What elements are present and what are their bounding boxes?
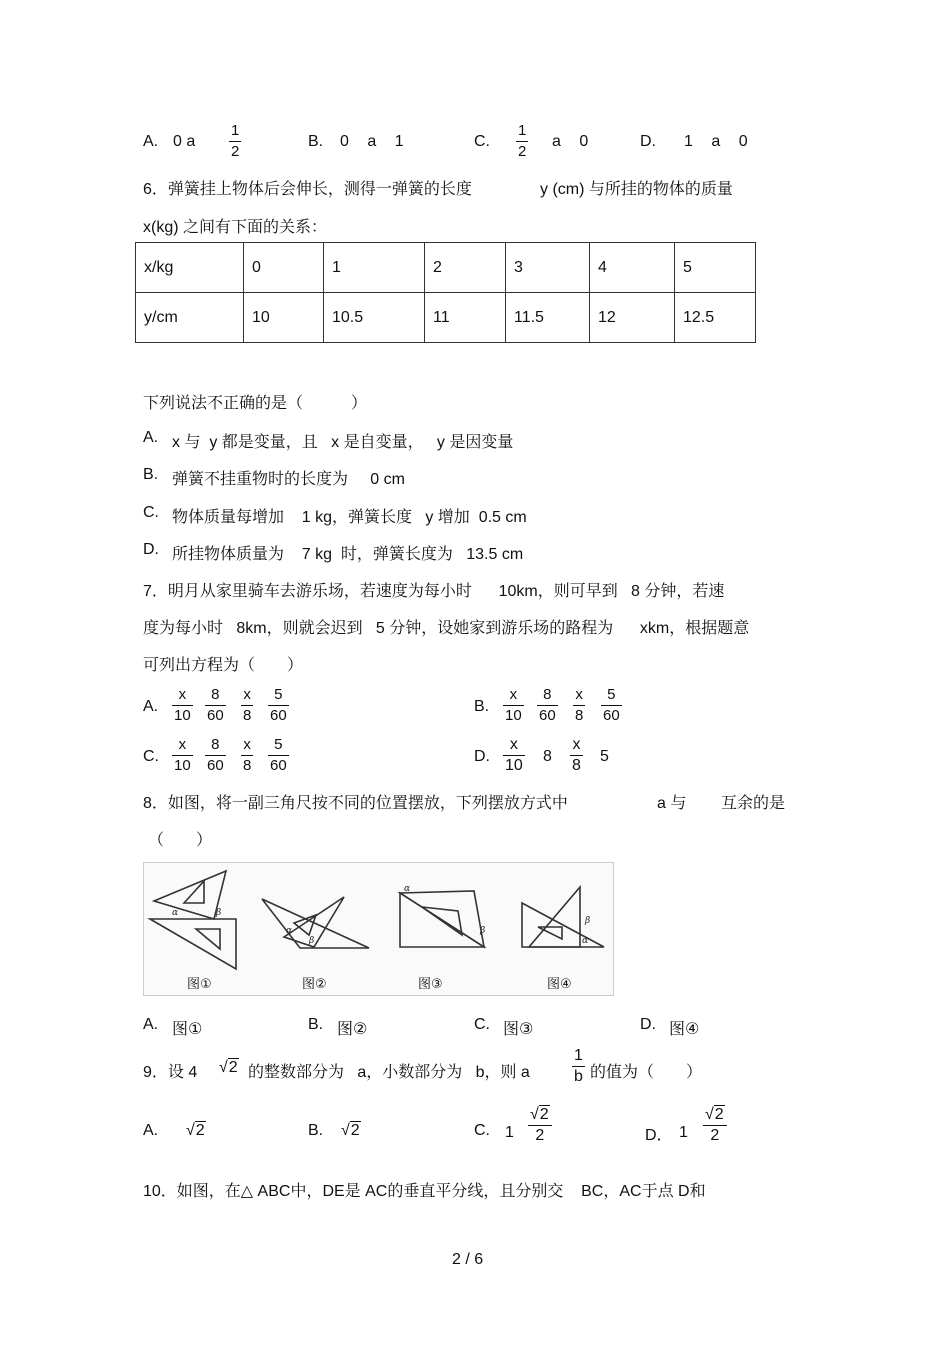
q10-line1: 10．如图，在△ ABC中，DE是 AC的垂直平分线，且分别交 BC，AC于点 D和 [143,1183,706,1200]
figure-caption-3: 图③ [418,976,443,991]
radicand: 2 [350,1122,360,1139]
q5-option-a-fraction [229,122,241,161]
q8-option-b-text: 图② [337,1021,368,1038]
fraction-denominator: 2 [710,1127,720,1144]
fraction-denominator: 10 [174,757,191,774]
fraction-bar [268,705,289,706]
figure-caption-4: 图④ [547,976,572,991]
fraction-bar [241,705,253,706]
q7-d-fraction-1 [503,736,525,775]
table-cell: 11 [425,293,506,343]
fig4-alpha: α [582,936,589,946]
radicand: 2 [195,1122,205,1139]
fig1-inner-b [196,929,220,949]
fraction-numerator: 5 [274,686,283,703]
fraction-numerator: x [575,686,583,703]
radical-sign: √ [186,1122,195,1139]
fraction-denominator: 60 [207,757,224,774]
table-header-cell: 1 [324,243,425,293]
q6-option-b-label: B. [143,466,159,483]
q8-option-c-label: C. [474,1016,490,1033]
table-header-cell: 2 [425,243,506,293]
q6-stem-part1: 6．弹簧挂上物体后会伸长，测得一弹簧的长度 [143,181,472,198]
fig1-triangle-b [150,919,236,969]
fraction-bar [573,705,585,706]
radicand: 2 [228,1059,238,1076]
fraction-numerator: x [509,686,518,703]
fraction-denominator: 8 [575,707,584,724]
q9-option-c-one: 1 [505,1124,514,1141]
q6-option-d-text: 所挂物体质量为 7 kg 时，弹簧长度为 13.5 cm [172,546,524,563]
fraction-bar [205,755,226,756]
fraction-denominator: 2 [535,1127,545,1144]
fraction-bar [528,1125,552,1126]
q8-stem-line2: （ ） [148,832,213,849]
q7-a-fraction-2 [205,686,226,725]
fraction-bar [516,141,528,142]
q9-fraction [572,1047,585,1086]
table-header-cell: 5 [675,243,756,293]
fraction-bar [601,705,622,706]
fig3-alpha: α [404,884,411,894]
fraction-numerator: 1 [518,122,527,139]
fraction-bar [241,755,253,756]
q8-stem-part3: 互余的是 [721,795,786,812]
q7-c-fraction-2 [205,736,226,775]
q6-question: 下列说法不正确的是（ ） [143,395,368,412]
radicand: 2 [714,1106,724,1123]
fraction-denominator: 60 [539,707,556,724]
q6-option-c-text: 物体质量每增加 1 kg，弹簧长度 y 增加 0.5 cm [172,509,527,526]
fraction-bar [172,705,193,706]
fraction-denominator: 2 [518,143,527,160]
q6-option-c-label: C. [143,504,159,521]
fraction-numerator: 8 [211,686,220,703]
q8-option-c-text: 图③ [503,1021,534,1038]
fraction-numerator: x [243,686,251,703]
q6-option-b-text: 弹簧不挂重物时的长度为 0 cm [172,471,405,488]
q8-option-d-text: 图④ [669,1021,700,1038]
fraction-numerator [703,1106,727,1124]
q9-option-a-label: A. [143,1122,159,1139]
fraction-numerator: 8 [211,736,220,753]
fraction-numerator: x [178,686,187,703]
q7-option-b-label: B. [474,698,490,715]
q5-option-c-label: C. [474,133,490,150]
triangle-rulers-illustration [144,863,613,995]
q7-option-d-label: D. [474,748,490,765]
fraction-denominator: 60 [270,757,287,774]
table-cell: 12.5 [675,293,756,343]
table-cell: 10 [244,293,324,343]
page-number: 2 / 6 [452,1251,484,1268]
q9-stem-mid: 的整数部分为 a，小数部分为 b，则 a [248,1064,530,1081]
fraction-numerator: x [243,736,251,753]
q6-option-a-label: A. [143,429,159,446]
fig3-beta: β [480,926,486,936]
fraction-denominator: 8 [243,707,252,724]
radical-sign: √ [530,1106,539,1123]
q5-option-b-label: B. [308,133,324,150]
q8-option-a-label: A. [143,1016,159,1033]
table-cell: y/cm [136,293,244,343]
q7-c-fraction-3 [241,736,253,775]
fraction-denominator: 10 [505,757,523,774]
q7-b-fraction-1 [503,686,524,725]
fraction-numerator: x [572,736,581,753]
fraction-bar [570,755,583,756]
mass-length-table [135,242,756,343]
q8-option-d-label: D. [640,1016,656,1033]
table-header-cell: 0 [244,243,324,293]
q7-a-fraction-4 [268,686,289,725]
q7-d-fraction-2 [570,736,583,775]
fig4-triangle-b [529,887,580,947]
fraction-denominator: b [574,1068,583,1085]
q7-c-fraction-1 [172,736,193,775]
table-row [136,293,756,343]
q5-option-d-label: D. [640,133,656,150]
q7-d-constant-8: 8 [543,748,552,765]
q8-option-a-text: 图① [172,1021,203,1038]
q8-option-b-label: B. [308,1016,324,1033]
q7-d-constant-5: 5 [600,748,609,765]
q7-b-fraction-2 [537,686,558,725]
q9-option-a-sqrt [186,1122,206,1140]
fraction-numerator: 8 [543,686,552,703]
q9-option-c-label: C. [474,1122,490,1139]
q5-option-b-expr: 0 a 1 [340,133,404,150]
fraction-bar [703,1125,727,1126]
fraction-bar [229,141,241,142]
q5-option-a-label: A. [143,133,159,150]
table-cell: 10.5 [324,293,425,343]
fig3-inner [422,907,462,935]
table-header-cell: 4 [590,243,675,293]
q9-option-c-fraction [528,1106,552,1145]
radicand: 2 [539,1106,549,1123]
fraction-bar [503,705,524,706]
q7-option-c-label: C. [143,748,159,765]
fig1-beta: β [216,908,222,918]
fraction-denominator: 10 [174,707,191,724]
fraction-numerator: x [509,736,518,753]
q5-option-c-expr: a 0 [552,133,589,150]
q7-line3: 可列出方程为（ ） [143,657,304,674]
figure-caption-2: 图② [302,976,327,991]
q9-sqrt [219,1059,239,1077]
fraction-bar [205,705,226,706]
q6-option-a-text: x 与 y 都是变量，且 x 是自变量， y 是因变量 [172,434,514,451]
q9-option-d-fraction [703,1106,727,1145]
q7-a-fraction-1 [172,686,193,725]
q7-c-fraction-4 [268,736,289,775]
table-header-cell: 3 [506,243,590,293]
q9-option-b-sqrt [341,1122,361,1140]
q7-line2: 度为每小时 8km，则就会迟到 5 分钟，设她家到游乐场的路程为 xkm，根据题意 [143,620,750,637]
q7-option-a-label: A. [143,698,159,715]
fig4-beta: β [585,916,591,926]
q6-stem-line2: x(kg) 之间有下面的关系： [143,219,328,236]
fraction-numerator: 5 [274,736,283,753]
q5-option-c-fraction [516,122,528,161]
fraction-bar [172,755,193,756]
q5-option-a-expr: 0 a [173,133,196,150]
fraction-numerator: x [178,736,187,753]
fraction-denominator: 60 [207,707,224,724]
radical-sign: √ [219,1059,228,1076]
fraction-bar [268,755,289,756]
table-header-cell: x/kg [136,243,244,293]
fraction-denominator: 60 [603,707,620,724]
q9-option-b-label: B. [308,1122,324,1139]
q8-stem-part1: 8．如图，将一副三角尺按不同的位置摆放，下列摆放方式中 [143,795,568,812]
fraction-denominator: 8 [243,757,252,774]
radical-sign: √ [705,1106,714,1123]
fig1-alpha: α [172,908,179,918]
fraction-denominator: 8 [572,757,581,774]
table-cell: 12 [590,293,675,343]
q9-option-d-one: 1 [679,1124,688,1141]
fraction-numerator [528,1106,552,1124]
table-row [136,243,756,293]
figure-caption-1: 图① [187,976,212,991]
radical-sign: √ [341,1122,350,1139]
fraction-bar [537,705,558,706]
fraction-denominator: 60 [270,707,287,724]
q9-stem-post: 的值为（ ） [590,1064,703,1081]
q9-stem-pre: 9．设 4 [143,1064,198,1081]
fraction-numerator: 5 [607,686,616,703]
fraction-denominator: 2 [231,143,240,160]
table-cell: 11.5 [506,293,590,343]
q6-stem-part2: y (cm) 与所挂的物体的质量 [540,181,733,198]
q7-a-fraction-3 [241,686,253,725]
fig2-beta: β [309,936,315,946]
fraction-numerator: 1 [231,122,240,139]
fraction-bar [572,1066,585,1067]
fig2-triangle-a [262,899,369,948]
q8-stem-part2: a 与 [657,795,687,812]
q6-option-d-label: D. [143,541,159,558]
q7-b-fraction-4 [601,686,622,725]
q9-option-d-label: D． [645,1127,673,1144]
q5-option-d-expr: 1 a 0 [684,133,748,150]
fraction-numerator: 1 [574,1047,583,1064]
triangle-rulers-figure [143,862,614,996]
q7-line1: 7．明月从家里骑车去游乐场，若速度为每小时 10km，则可早到 8 分钟，若速 [143,583,725,600]
q7-b-fraction-3 [573,686,585,725]
fig3-triangle-b [400,893,484,947]
fraction-denominator: 10 [505,707,522,724]
fig2-alpha: α [286,926,293,936]
fraction-bar [503,755,525,756]
